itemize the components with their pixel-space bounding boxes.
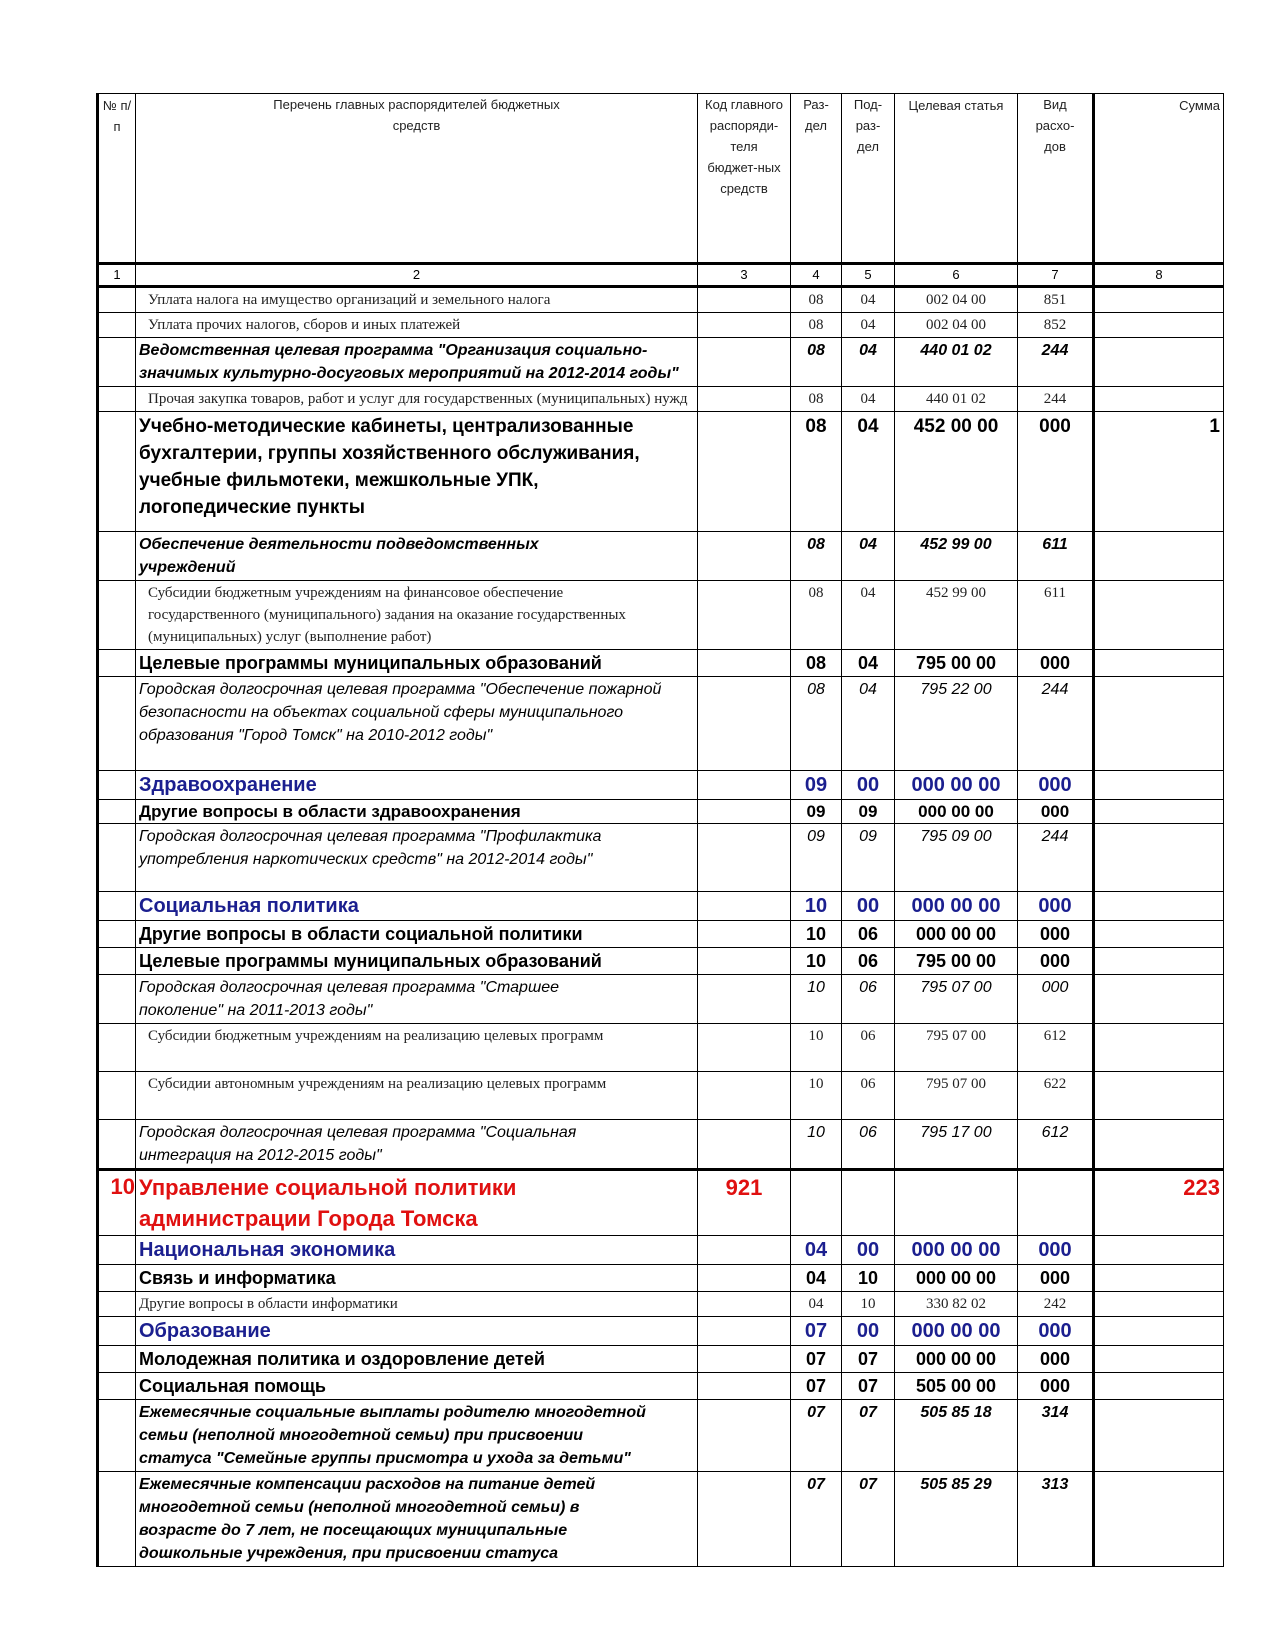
row-vid: 244 <box>1018 387 1094 412</box>
table-row <box>98 532 1224 581</box>
row-razdel: 10 <box>791 975 842 1024</box>
row-podrazdel: 06 <box>842 1072 895 1120</box>
row-razdel: 08 <box>791 338 842 387</box>
row-statya: 505 85 29 <box>895 1472 1018 1567</box>
table-row <box>98 1472 1224 1567</box>
row-statya: 452 99 00 <box>895 581 1018 650</box>
colnum: 3 <box>698 264 791 287</box>
row-razdel: 10 <box>791 948 842 975</box>
table-row <box>98 824 1224 892</box>
row-razdel: 07 <box>791 1373 842 1400</box>
row-razdel: 08 <box>791 581 842 650</box>
row-statya: 795 07 00 <box>895 975 1018 1024</box>
row-name: Уплата прочих налогов, сборов и иных платежей <box>136 313 698 338</box>
row-statya: 000 00 00 <box>895 1346 1018 1373</box>
header-kod: Код главного распоряди-теля бюджет-ных средств <box>698 94 791 264</box>
row-razdel: 09 <box>791 800 842 824</box>
row-name: Связь и информатика <box>136 1265 698 1292</box>
row-podrazdel: 04 <box>842 387 895 412</box>
row-podrazdel: 00 <box>842 771 895 800</box>
row-vid: 851 <box>1018 287 1094 313</box>
row-statya: 000 00 00 <box>895 921 1018 948</box>
header-statya: Целевая статья <box>895 94 1018 264</box>
table-row <box>98 1317 1224 1346</box>
row-statya: 795 22 00 <box>895 677 1018 771</box>
row-name: Учебно-методические кабинеты, централизованные бухгалтерии, группы хозяйственного обслуживания, учебные фильмотеки, межшкольные УПК, логопедические пункты <box>136 412 698 532</box>
table-row <box>98 1292 1224 1317</box>
row-kod: 921 <box>698 1170 791 1236</box>
row-podrazdel: 06 <box>842 1120 895 1170</box>
row-razdel: 10 <box>791 892 842 921</box>
row-vid: 244 <box>1018 677 1094 771</box>
table-row <box>98 1072 1224 1120</box>
row-statya: 000 00 00 <box>895 892 1018 921</box>
row-podrazdel: 07 <box>842 1400 895 1472</box>
row-name: Социальная политика <box>136 892 698 921</box>
table-row <box>98 921 1224 948</box>
colnum: 8 <box>1094 264 1224 287</box>
row-name: Субсидии бюджетным учреждениям на финансовое обеспечение государственного (муниципального) задания на оказание государственных (муниципальных) услуг (выполнение работ) <box>136 581 698 650</box>
table-row <box>98 677 1224 771</box>
row-vid: 611 <box>1018 581 1094 650</box>
table-row <box>98 1400 1224 1472</box>
row-statya: 002 04 00 <box>895 287 1018 313</box>
row-podrazdel: 04 <box>842 287 895 313</box>
row-razdel: 04 <box>791 1292 842 1317</box>
row-statya: 000 00 00 <box>895 1265 1018 1292</box>
row-name: Социальная помощь <box>136 1373 698 1400</box>
row-name: Обеспечение деятельности подведомственных учреждений <box>136 532 698 581</box>
row-razdel: 08 <box>791 313 842 338</box>
row-vid: 000 <box>1018 650 1094 677</box>
row-statya: 000 00 00 <box>895 800 1018 824</box>
row-statya: 795 00 00 <box>895 948 1018 975</box>
row-razdel: 10 <box>791 1072 842 1120</box>
colnum: 5 <box>842 264 895 287</box>
row-vid: 000 <box>1018 892 1094 921</box>
row-name: Целевые программы муниципальных образований <box>136 650 698 677</box>
row-podrazdel: 04 <box>842 532 895 581</box>
row-razdel: 04 <box>791 1265 842 1292</box>
row-podrazdel: 07 <box>842 1373 895 1400</box>
row-podrazdel: 00 <box>842 892 895 921</box>
row-statya: 452 99 00 <box>895 532 1018 581</box>
row-vid: 000 <box>1018 412 1094 532</box>
table-row <box>98 975 1224 1024</box>
table-row <box>98 1236 1224 1265</box>
row-vid: 242 <box>1018 1292 1094 1317</box>
row-statya: 452 00 00 <box>895 412 1018 532</box>
table-row <box>98 1346 1224 1373</box>
header-sum: Сумма <box>1094 94 1224 264</box>
row-razdel: 08 <box>791 677 842 771</box>
row-name: Городская долгосрочная целевая программа "Социальная интеграция на 2012-2015 годы" <box>136 1120 698 1170</box>
table-row <box>98 892 1224 921</box>
table-row <box>98 581 1224 650</box>
row-razdel: 10 <box>791 1120 842 1170</box>
row-sum: 223 <box>1094 1170 1224 1236</box>
row-vid: 244 <box>1018 338 1094 387</box>
row-vid: 000 <box>1018 921 1094 948</box>
row-razdel: 08 <box>791 650 842 677</box>
row-podrazdel: 04 <box>842 338 895 387</box>
row-razdel: 08 <box>791 287 842 313</box>
row-razdel: 08 <box>791 412 842 532</box>
row-vid: 000 <box>1018 1236 1094 1265</box>
row-name: Образование <box>136 1317 698 1346</box>
header-num: № п/п <box>98 94 136 264</box>
row-name: Городская долгосрочная целевая программа "Обеспечение пожарной безопасности на объектах социальной сферы муниципального образования "Город Томск" на 2010-2012 годы" <box>136 677 698 771</box>
row-vid: 244 <box>1018 824 1094 892</box>
column-number-row <box>98 264 1224 287</box>
row-podrazdel: 04 <box>842 677 895 771</box>
row-vid: 611 <box>1018 532 1094 581</box>
row-name: Молодежная политика и оздоровление детей <box>136 1346 698 1373</box>
row-name: Субсидии бюджетным учреждениям на реализацию целевых программ <box>136 1024 698 1072</box>
row-statya: 000 00 00 <box>895 1236 1018 1265</box>
table-row <box>98 650 1224 677</box>
table-row <box>98 313 1224 338</box>
row-statya: 505 00 00 <box>895 1373 1018 1400</box>
row-vid: 000 <box>1018 948 1094 975</box>
table-row <box>98 1024 1224 1072</box>
row-name: Прочая закупка товаров, работ и услуг для государственных (муниципальных) нужд <box>136 387 698 412</box>
row-statya: 795 17 00 <box>895 1120 1018 1170</box>
row-podrazdel: 00 <box>842 1236 895 1265</box>
row-vid: 000 <box>1018 1317 1094 1346</box>
row-statya: 002 04 00 <box>895 313 1018 338</box>
table-row <box>98 1120 1224 1170</box>
row-podrazdel: 04 <box>842 412 895 532</box>
table-row <box>98 800 1224 824</box>
row-razdel: 09 <box>791 771 842 800</box>
row-name: Другие вопросы в области информатики <box>136 1292 698 1317</box>
row-vid: 622 <box>1018 1072 1094 1120</box>
header-row <box>98 94 1224 264</box>
row-podrazdel: 04 <box>842 313 895 338</box>
row-name: Городская долгосрочная целевая программа "Старшее поколение" на 2011-2013 годы" <box>136 975 698 1024</box>
row-vid: 313 <box>1018 1472 1094 1567</box>
budget-table <box>96 93 1224 1567</box>
row-razdel: 10 <box>791 921 842 948</box>
row-name: Другие вопросы в области социальной политики <box>136 921 698 948</box>
colnum: 6 <box>895 264 1018 287</box>
row-name: Ежемесячные социальные выплаты родителю многодетной семьи (неполной многодетной семьи) при присвоении статуса "Семейные группы присмотра и ухода за детьми" <box>136 1400 698 1472</box>
header-name: Перечень главных распорядителей бюджетных средств <box>136 94 698 264</box>
table-row <box>98 287 1224 313</box>
row-razdel: 08 <box>791 387 842 412</box>
row-vid: 000 <box>1018 975 1094 1024</box>
row-name: Ведомственная целевая программа "Организация социально-значимых культурно-досуговых мероприятий на 2012-2014 годы" <box>136 338 698 387</box>
row-statya: 440 01 02 <box>895 387 1018 412</box>
row-podrazdel: 04 <box>842 650 895 677</box>
row-statya: 795 09 00 <box>895 824 1018 892</box>
row-statya: 795 00 00 <box>895 650 1018 677</box>
row-razdel: 04 <box>791 1236 842 1265</box>
row-podrazdel: 09 <box>842 800 895 824</box>
colnum: 7 <box>1018 264 1094 287</box>
header-razdel: Раз-дел <box>791 94 842 264</box>
row-razdel: 09 <box>791 824 842 892</box>
row-razdel: 10 <box>791 1024 842 1072</box>
colnum: 2 <box>136 264 698 287</box>
row-podrazdel: 09 <box>842 824 895 892</box>
row-name: Целевые программы муниципальных образований <box>136 948 698 975</box>
table-row <box>98 412 1224 532</box>
row-podrazdel: 06 <box>842 1024 895 1072</box>
table-row <box>98 948 1224 975</box>
row-name: Здравоохранение <box>136 771 698 800</box>
row-name: Другие вопросы в области здравоохранения <box>136 800 698 824</box>
row-statya: 440 01 02 <box>895 338 1018 387</box>
row-statya: 330 82 02 <box>895 1292 1018 1317</box>
row-statya: 000 00 00 <box>895 1317 1018 1346</box>
row-name: Управление социальной политики администрации Города Томска <box>136 1170 698 1236</box>
table-row <box>98 338 1224 387</box>
table-row <box>98 387 1224 412</box>
row-vid: 000 <box>1018 1373 1094 1400</box>
row-razdel: 07 <box>791 1346 842 1373</box>
row-vid: 314 <box>1018 1400 1094 1472</box>
row-name: Ежемесячные компенсации расходов на питание детей многодетной семьи (неполной многодетной семьи) в возрасте до 7 лет, не посещающих муниципальные дошкольные учреждения, при присвоении статуса <box>136 1472 698 1567</box>
row-vid: 612 <box>1018 1120 1094 1170</box>
row-statya: 795 07 00 <box>895 1024 1018 1072</box>
row-podrazdel: 06 <box>842 921 895 948</box>
row-vid: 000 <box>1018 771 1094 800</box>
table-row <box>98 1373 1224 1400</box>
row-name: Уплата налога на имущество организаций и земельного налога <box>136 287 698 313</box>
row-vid: 000 <box>1018 800 1094 824</box>
row-sum: 1 <box>1094 412 1224 532</box>
colnum: 1 <box>98 264 136 287</box>
table-row <box>98 1265 1224 1292</box>
header-podrazdel: Под-раз-дел <box>842 94 895 264</box>
row-name: Национальная экономика <box>136 1236 698 1265</box>
row-podrazdel: 07 <box>842 1472 895 1567</box>
row-statya: 795 07 00 <box>895 1072 1018 1120</box>
row-razdel: 07 <box>791 1317 842 1346</box>
row-razdel: 07 <box>791 1400 842 1472</box>
row-podrazdel: 07 <box>842 1346 895 1373</box>
row-podrazdel: 00 <box>842 1317 895 1346</box>
table-row <box>98 771 1224 800</box>
row-num: 10 <box>98 1170 136 1236</box>
row-podrazdel: 04 <box>842 581 895 650</box>
row-podrazdel: 06 <box>842 975 895 1024</box>
colnum: 4 <box>791 264 842 287</box>
table-row-department <box>98 1170 1224 1236</box>
row-podrazdel: 10 <box>842 1265 895 1292</box>
row-name: Субсидии автономным учреждениям на реализацию целевых программ <box>136 1072 698 1120</box>
row-statya: 505 85 18 <box>895 1400 1018 1472</box>
row-razdel: 07 <box>791 1472 842 1567</box>
row-name: Городская долгосрочная целевая программа "Профилактика употребления наркотических средств" на 2012-2014 годы" <box>136 824 698 892</box>
row-vid: 612 <box>1018 1024 1094 1072</box>
row-razdel: 08 <box>791 532 842 581</box>
row-podrazdel: 06 <box>842 948 895 975</box>
header-vid: Вид расхо-дов <box>1018 94 1094 264</box>
row-vid: 000 <box>1018 1346 1094 1373</box>
row-podrazdel: 10 <box>842 1292 895 1317</box>
row-statya: 000 00 00 <box>895 771 1018 800</box>
row-vid: 852 <box>1018 313 1094 338</box>
row-vid: 000 <box>1018 1265 1094 1292</box>
